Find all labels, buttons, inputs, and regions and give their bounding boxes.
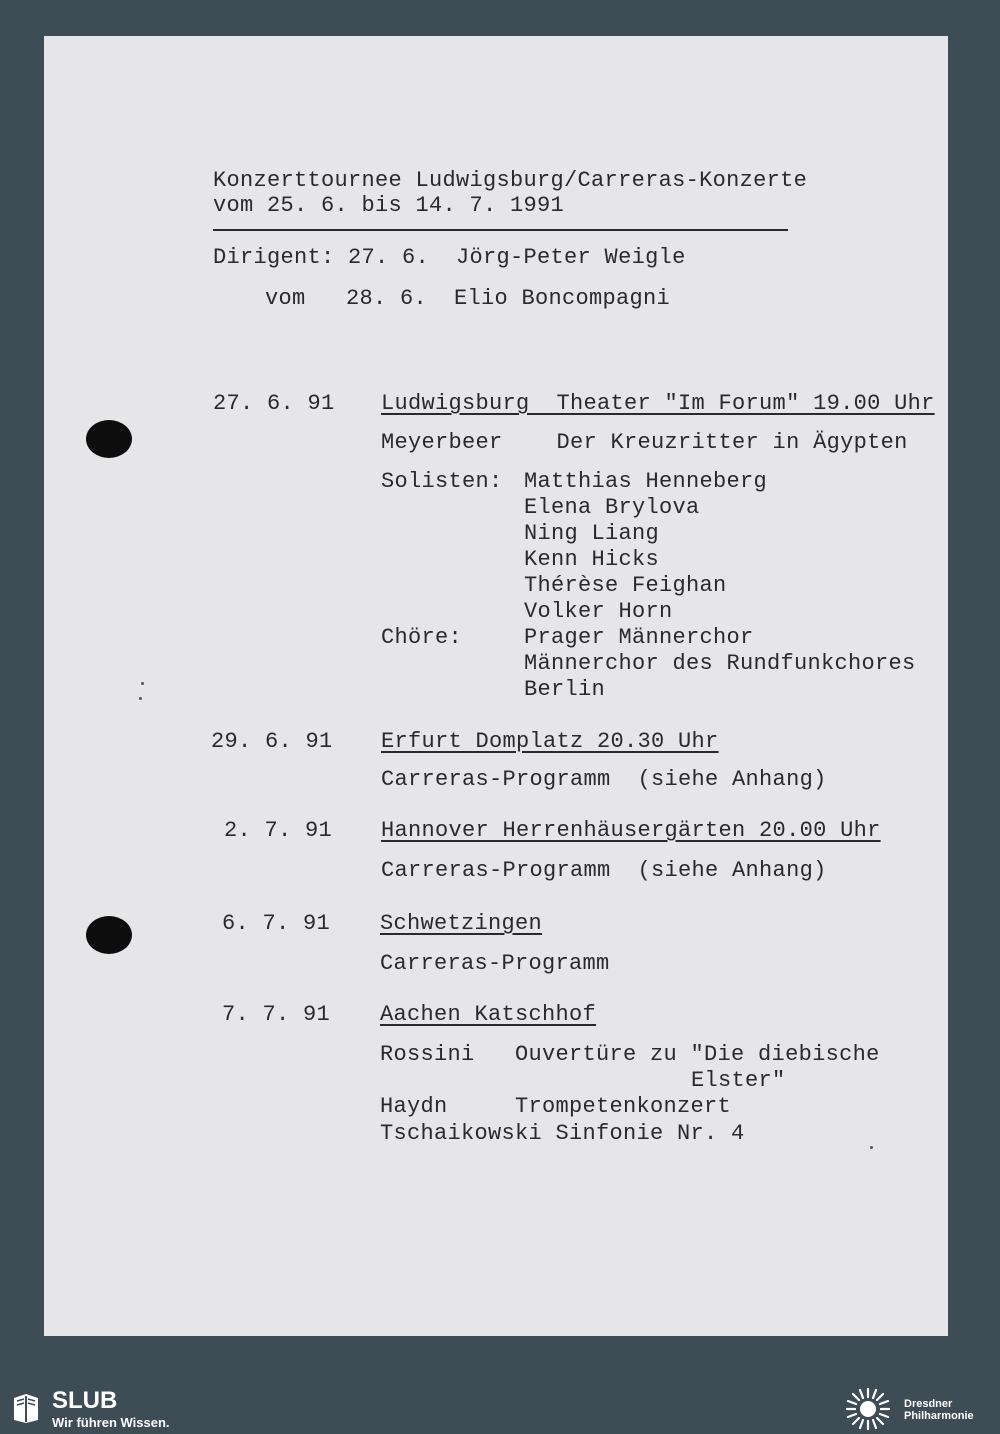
event-date: 2. 7. 91 (224, 818, 333, 843)
partner-name-line1: Dresdner (904, 1398, 953, 1410)
paper-speck (141, 682, 144, 685)
event-date: 6. 7. 91 (222, 911, 331, 936)
choirs-label: Chöre: (381, 625, 463, 650)
partner-name-line2: Philharmonie (904, 1410, 974, 1422)
slub-name[interactable]: SLUB (52, 1387, 118, 1414)
event-venue: Schwetzingen (380, 911, 543, 936)
event-date: 27. 6. 91 (213, 391, 335, 416)
soloist-name: Thérèse Feighan (524, 573, 727, 598)
dresdner-philharmonie-logo-icon[interactable] (842, 1386, 894, 1432)
event-venue: Erfurt Domplatz 20.30 Uhr (381, 729, 719, 754)
document-title-line2: vom 25. 6. bis 14. 7. 1991 (213, 193, 565, 218)
partner-name (904, 1398, 974, 1422)
choir-name: Berlin (524, 677, 606, 702)
paper-speck (870, 1146, 873, 1149)
title-rule (213, 229, 788, 231)
footer-bar (0, 1384, 1000, 1434)
soloist-name: Volker Horn (524, 599, 673, 624)
punch-hole-top (86, 420, 132, 458)
paper-speck (139, 697, 142, 700)
soloist-name: Ning Liang (524, 521, 660, 546)
slub-tagline: Wir führen Wissen. (52, 1415, 170, 1430)
event-program-line: Rossini Ouvertüre zu "Die diebische (380, 1042, 880, 1067)
conductor-line1: Dirigent: 27. 6. Jörg-Peter Weigle (213, 245, 686, 270)
event-date: 7. 7. 91 (222, 1002, 331, 1027)
choir-name: Männerchor des Rundfunkchores (524, 651, 916, 676)
event-program-line: Haydn Trompetenkonzert (380, 1094, 732, 1119)
slub-logo-icon[interactable] (12, 1392, 40, 1424)
soloists-label: Solisten: (381, 469, 503, 494)
event-program-line: Tschaikowski Sinfonie Nr. 4 (380, 1121, 745, 1146)
event-venue: Hannover Herrenhäusergärten 20.00 Uhr (381, 818, 881, 843)
event-program-line: Elster" (691, 1068, 786, 1093)
choir-name: Prager Männerchor (524, 625, 754, 650)
event-venue: Ludwigsburg Theater "Im Forum" 19.00 Uhr (381, 391, 935, 416)
conductor-line2: vom 28. 6. Elio Boncompagni (265, 286, 671, 311)
document-title-line1: Konzerttournee Ludwigsburg/Carreras-Konzerte (213, 168, 808, 193)
punch-hole-bottom (86, 916, 132, 954)
event-program: Meyerbeer Der Kreuzritter in Ägypten (381, 430, 908, 455)
soloist-name: Elena Brylova (524, 495, 700, 520)
soloist-name: Kenn Hicks (524, 547, 660, 572)
soloist-name: Matthias Henneberg (524, 469, 768, 494)
event-program: Carreras-Programm (siehe Anhang) (381, 767, 827, 792)
event-date: 29. 6. 91 (211, 729, 333, 754)
event-program: Carreras-Programm (siehe Anhang) (381, 858, 827, 883)
event-venue: Aachen Katschhof (380, 1002, 597, 1027)
event-program: Carreras-Programm (380, 951, 610, 976)
